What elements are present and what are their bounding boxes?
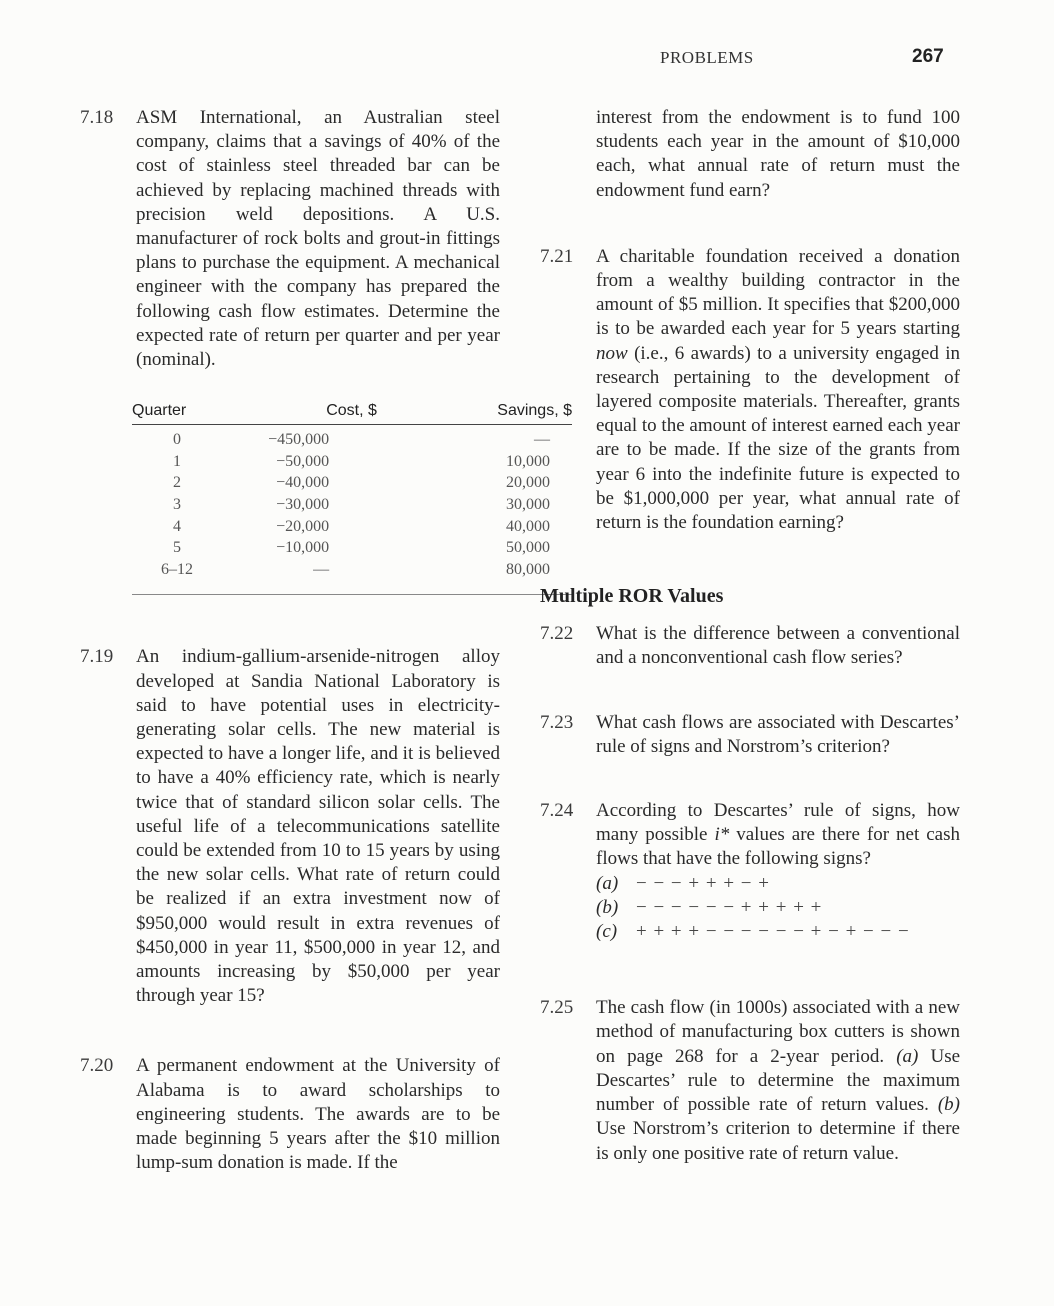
problem-text-continued: interest from the endowment is to fund 100 students each year in the amount of $10,000 each, what annual rate of return must the endowment fund earn? — [596, 107, 960, 201]
problem-7-20 — [80, 1054, 500, 1175]
table-row — [132, 537, 572, 559]
text-segment: (i.e., 6 awards) to a university engaged in research pertaining to the development of layered composite materials. Thereafter, grants equal to the amount of interest earned each year are to be made. If the size of the grants from year 6 into the indefinite future is expected to be $1,000,000 per year, what annual rate of return is the foundation earning? — [596, 342, 960, 534]
cell-quarter: 4 — [173, 517, 181, 535]
cell-savings: — — [534, 431, 550, 449]
text-segment: According to Descartes’ rule of signs, how many possible — [596, 800, 960, 846]
problem-number: 7.18 — [80, 107, 114, 128]
problem-7-21 — [540, 245, 960, 535]
italic-text: now — [596, 342, 628, 364]
cell-cost: −450,000 — [268, 431, 330, 449]
problem-7-23 — [540, 711, 960, 759]
problem-7-25 — [540, 996, 960, 1165]
cell-quarter: 5 — [173, 539, 181, 557]
cell-savings: 80,000 — [481, 559, 572, 595]
text-segment: Use Norstrom’s criterion to determine if there is only one positive rate of return value. — [596, 1118, 960, 1164]
problem-number: 7.21 — [540, 245, 574, 267]
page-number: 267 — [912, 46, 944, 67]
table-row — [132, 425, 572, 451]
sign-option-a — [596, 872, 960, 896]
problem-7-19 — [80, 645, 500, 1008]
option-signs: − − − + + + − + — [636, 872, 770, 894]
cell-savings: 20,000 — [506, 474, 550, 492]
problem-text — [596, 799, 960, 944]
problem-text: What is the difference between a conventional and a nonconventional cash flow series? — [596, 623, 960, 669]
cell-savings: 50,000 — [506, 539, 550, 557]
cell-quarter: 6–12 — [132, 559, 222, 595]
problem-number: 7.24 — [540, 800, 574, 822]
cash-flow-table — [132, 402, 572, 595]
problem-number: 7.20 — [80, 1055, 114, 1077]
problem-number: 7.19 — [80, 646, 114, 668]
text-segment: Use Descartes’ rule to determine the maximum number of possible rate of return values. — [596, 1045, 961, 1116]
cell-cost: — — [222, 559, 481, 595]
cell-savings: 40,000 — [506, 517, 550, 535]
cell-quarter: 1 — [173, 452, 181, 470]
cell-cost: −40,000 — [276, 474, 330, 492]
option-label: (a) — [596, 872, 619, 894]
section-title: Multiple ROR Values — [540, 585, 724, 608]
running-header-title: PROBLEMS — [660, 48, 754, 67]
problem-text: A permanent endowment at the University of Alabama is to award scholarships to engineering students. The awards are to be made beginning 5 years after the $10 million lump-sum donation is made. If the — [136, 1055, 500, 1174]
table-row — [132, 451, 572, 473]
part-label: (a) — [896, 1045, 919, 1067]
problem-text — [596, 996, 960, 1165]
table-row — [132, 472, 572, 494]
problem-7-22 — [540, 622, 960, 670]
cell-quarter: 0 — [173, 431, 181, 449]
problem-7-24 — [540, 799, 960, 944]
cell-cost: −50,000 — [276, 452, 330, 470]
problem-7-18 — [80, 106, 500, 372]
cell-cost: −30,000 — [276, 496, 330, 514]
cell-cost: −10,000 — [276, 539, 330, 557]
cell-savings: 10,000 — [506, 452, 550, 470]
cell-quarter: 3 — [173, 496, 181, 514]
table-row — [132, 494, 572, 516]
text-segment: The cash flow (in 1000s) associated with a new method of manufacturing box cutters is shown on page 268 for a 2-year period. — [596, 997, 960, 1067]
table-row — [132, 516, 572, 538]
cell-cost: −20,000 — [276, 517, 330, 535]
problem-number: 7.25 — [540, 997, 574, 1019]
problem-text: What cash flows are associated with Descartes’ rule of signs and Norstrom’s criterion? — [596, 711, 960, 757]
text-segment: A charitable foundation received a donation from a wealthy building contractor in the amount of $5 million. It specifies that $200,000 is to be awarded each year for 5 years starting — [596, 245, 960, 340]
option-label: (c) — [596, 921, 618, 943]
problem-text: An indium-gallium-arsenide-nitrogen alloy developed at Sandia National Laboratory is said to have potential uses in electricity-generating solar cells. The new material is expected to have a longer life, and it is believed to have a 40% efficiency rate, which is nearly twice that of standard silicon solar cells. The useful life of a telecommunications satellite could be extended from 10 to 15 years by using the new solar cells. What rate of return could be realized if an extra investment now of $950,000 would result in extra revenues of $450,000 in year 11, $500,000 in year 12, and amounts increasing by $50,000 per year through year 15? — [136, 646, 500, 1007]
italic-text: i* — [714, 824, 730, 846]
text-segment: values are there for net cash flows that have the following signs? — [596, 824, 960, 870]
option-signs: − − − − − − + + + + + — [636, 896, 823, 918]
table-row — [132, 559, 572, 595]
problem-number: 7.22 — [540, 623, 574, 645]
col-header-quarter: Quarter — [132, 402, 222, 425]
problem-7-20-continued — [540, 106, 960, 203]
right-column — [540, 106, 960, 1166]
option-signs: + + + + − − − − − − + − + − − − — [636, 921, 910, 943]
cell-quarter: 2 — [173, 474, 181, 492]
col-header-cost: Cost, $ — [222, 402, 481, 425]
sign-option-b — [596, 896, 960, 920]
problem-number: 7.23 — [540, 711, 574, 733]
problem-text: ASM International, an Australian steel company, claims that a savings of 40% of the cost of stainless steel threaded bar can be achieved by replacing machined threads with precision weld depositions. A U.S. manufacturer of rock bolts and grout-in fittings plans to purchase the equipment. A mechanical engineer with the company has prepared the following cash flow estimates. Determine the expected rate of return per quarter and per year (nominal). — [136, 107, 500, 371]
sign-options — [596, 872, 960, 945]
col-header-savings: Savings, $ — [481, 402, 572, 425]
sign-option-c — [596, 920, 960, 944]
cell-savings: 30,000 — [506, 496, 550, 514]
part-label: (b) — [937, 1094, 960, 1116]
option-label: (b) — [596, 896, 619, 918]
problem-text — [596, 245, 960, 535]
